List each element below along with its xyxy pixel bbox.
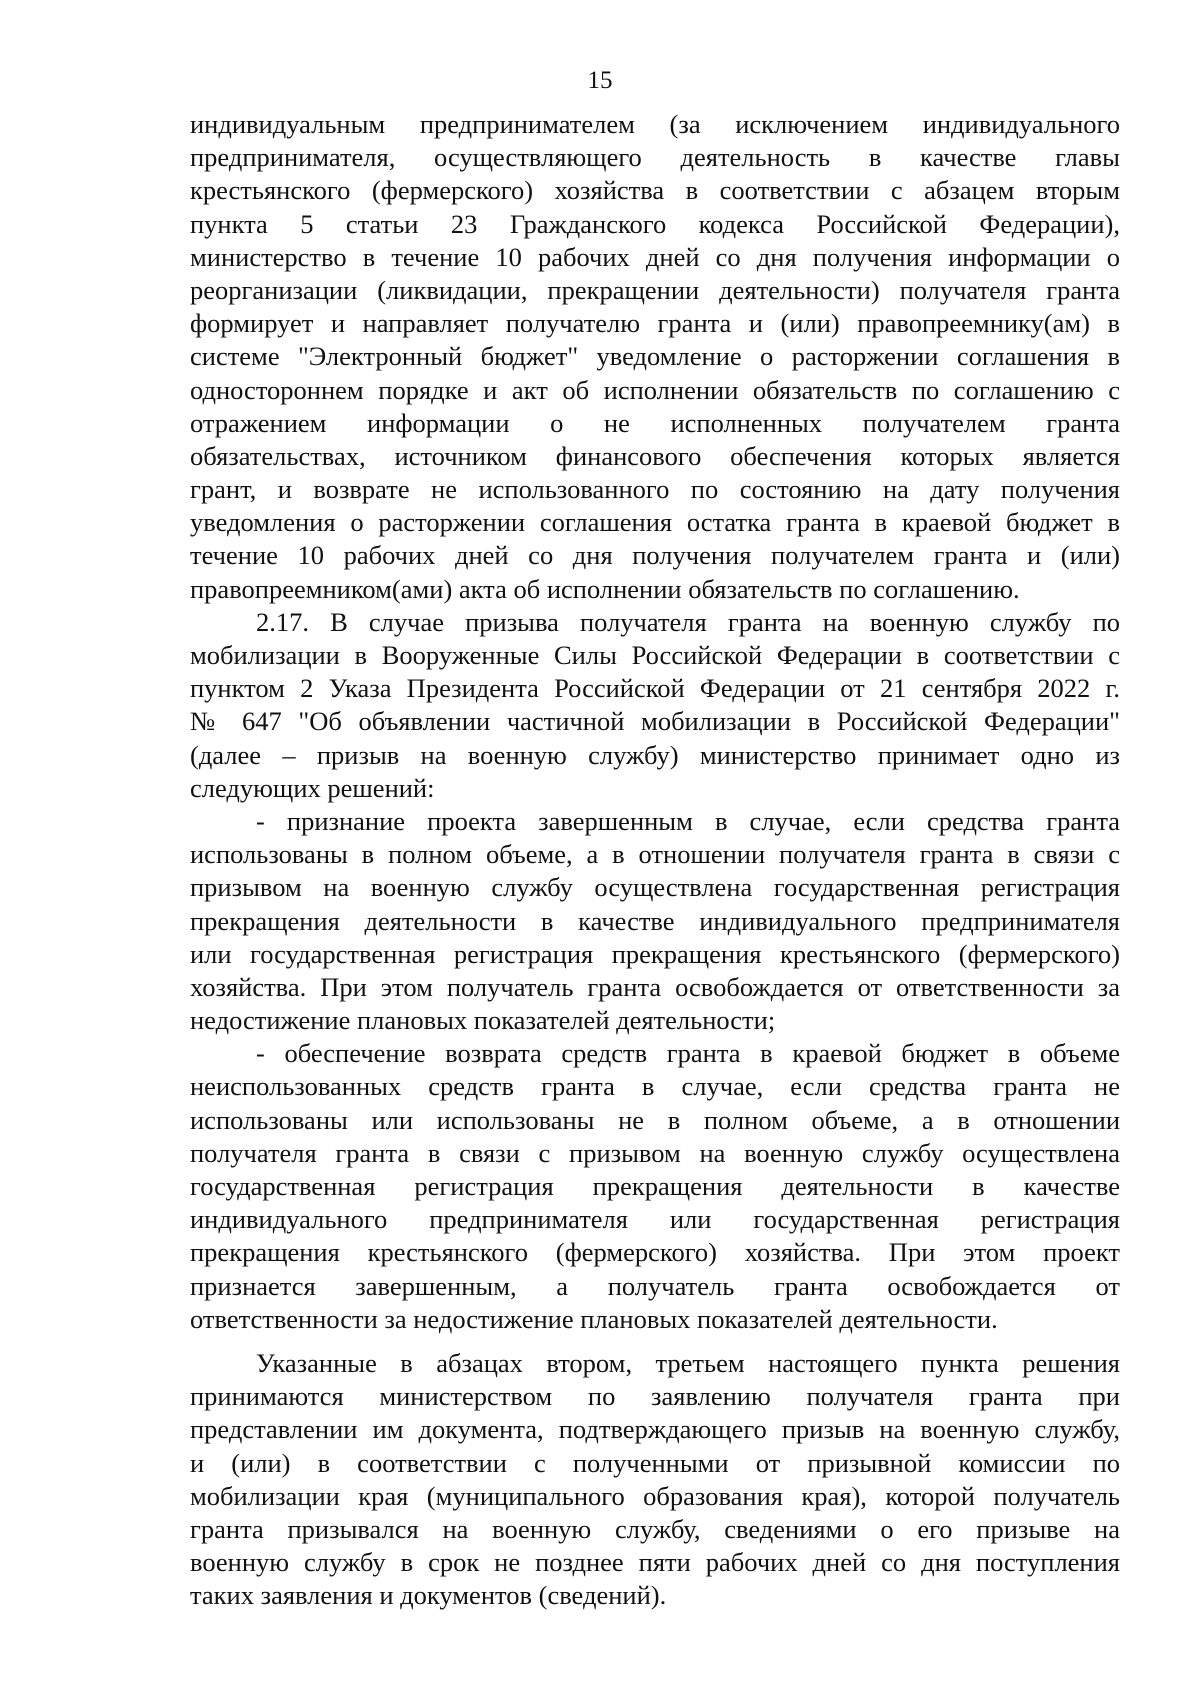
text-line: обязательствах, источником финансового обеспечения которых является bbox=[190, 440, 1120, 471]
text-line: - признание проекта завершенным в случае, если средства гранта bbox=[256, 805, 1120, 836]
text-line: предпринимателя, осуществляющего деятельность в качестве главы bbox=[190, 142, 1120, 173]
text-line: ответственности за недостижение плановых показателей деятельности. bbox=[190, 1303, 998, 1334]
text-line: прекращения деятельности в качестве индивидуального предпринимателя bbox=[190, 905, 1120, 936]
text-line: системе "Электронный бюджет" уведомление о расторжении соглашения в bbox=[190, 341, 1120, 372]
text-line: признается завершенным, а получатель гранта освобождается от bbox=[190, 1270, 1120, 1301]
text-line: и (или) в соответствии с полученными от призывной комиссии по bbox=[190, 1447, 1120, 1478]
text-line: министерство в течение 10 рабочих дней со дня получения информации о bbox=[190, 241, 1120, 272]
text-line: отражением информации о не исполненных получателем гранта bbox=[190, 407, 1120, 438]
text-line: правопреемником(ами) акта об исполнении обязательств по соглашению. bbox=[190, 573, 1020, 604]
text-line: неиспользованных средств гранта в случае, если средства гранта не bbox=[190, 1071, 1120, 1102]
text-line: - обеспечение возврата средств гранта в краевой бюджет в объеме bbox=[256, 1038, 1120, 1069]
text-line: использованы в полном объеме, а в отношении получателя гранта в связи с bbox=[190, 839, 1120, 870]
text-line: реорганизации (ликвидации, прекращении деятельности) получателя гранта bbox=[190, 274, 1120, 305]
text-line: пунктом 2 Указа Президента Российской Федерации от 21 сентября 2022 г. bbox=[190, 673, 1120, 704]
text-line: одностороннем порядке и акт об исполнении обязательств по соглашению с bbox=[190, 374, 1120, 405]
text-line: формирует и направляет получателю гранта и (или) правопреемнику(ам) в bbox=[190, 308, 1120, 339]
text-line: призывом на военную службу осуществлена государственная регистрация bbox=[190, 872, 1120, 903]
text-line: индивидуальным предпринимателем (за исключением индивидуального bbox=[190, 109, 1120, 139]
text-line: (далее – призыв на военную службу) министерство принимает одно из bbox=[190, 739, 1120, 770]
text-line: государственная регистрация прекращения деятельности в качестве bbox=[190, 1171, 1120, 1201]
text-line: пункта 5 статьи 23 Гражданского кодекса Российской Федерации), bbox=[190, 208, 1120, 239]
text-line: грант, и возврате не использованного по состоянию на дату получения bbox=[190, 474, 1120, 505]
text-line: гранта призывался на военную службу, сведениями о его призыве на bbox=[190, 1513, 1120, 1544]
text-line: мобилизации в Вооруженные Силы Российской Федерации в соответствии с bbox=[190, 640, 1120, 670]
text-line: уведомления о расторжении соглашения остатка гранта в краевой бюджет в bbox=[190, 507, 1120, 538]
text-line: представлении им документа, подтверждающего призыв на военную службу, bbox=[190, 1414, 1120, 1445]
text-line: или государственная регистрация прекращения крестьянского (фермерского) bbox=[190, 938, 1120, 969]
paragraph-gap bbox=[190, 1336, 1120, 1347]
text-line: № 647 "Об объявлении частичной мобилизации в Российской Федерации" bbox=[190, 706, 1120, 737]
text-line: таких заявления и документов (сведений). bbox=[190, 1580, 667, 1611]
text-line: Указанные в абзацах втором, третьем настоящего пункта решения bbox=[256, 1347, 1120, 1378]
text-line: 2.17. В случае призыва получателя гранта на военную службу по bbox=[256, 606, 1120, 637]
text-line: недостижение плановых показателей деятельности; bbox=[190, 1005, 776, 1036]
text-line: использованы или использованы не в полном объеме, а в отношении bbox=[190, 1104, 1120, 1135]
text-line: хозяйства. При этом получатель гранта освобождается от ответственности за bbox=[190, 971, 1120, 1002]
text-line: индивидуального предпринимателя или государственная регистрация bbox=[190, 1204, 1120, 1235]
page-number: 15 bbox=[587, 67, 613, 94]
text-line: принимаются министерством по заявлению получателя гранта при bbox=[190, 1381, 1120, 1412]
text-line: прекращения крестьянского (фермерского) хозяйства. При этом проект bbox=[190, 1237, 1120, 1268]
text-line: следующих решений: bbox=[190, 772, 435, 803]
text-line: течение 10 рабочих дней со дня получения получателем гранта и (или) bbox=[190, 540, 1120, 571]
document-body bbox=[190, 108, 1120, 1612]
text-line: мобилизации края (муниципального образования края), которой получатель bbox=[190, 1480, 1120, 1511]
text-line: военную службу в срок не позднее пяти рабочих дней со дня поступления bbox=[190, 1547, 1120, 1578]
text-line: получателя гранта в связи с призывом на военную службу осуществлена bbox=[190, 1137, 1120, 1168]
text-line: крестьянского (фермерского) хозяйства в соответствии с абзацем вторым bbox=[190, 175, 1120, 206]
